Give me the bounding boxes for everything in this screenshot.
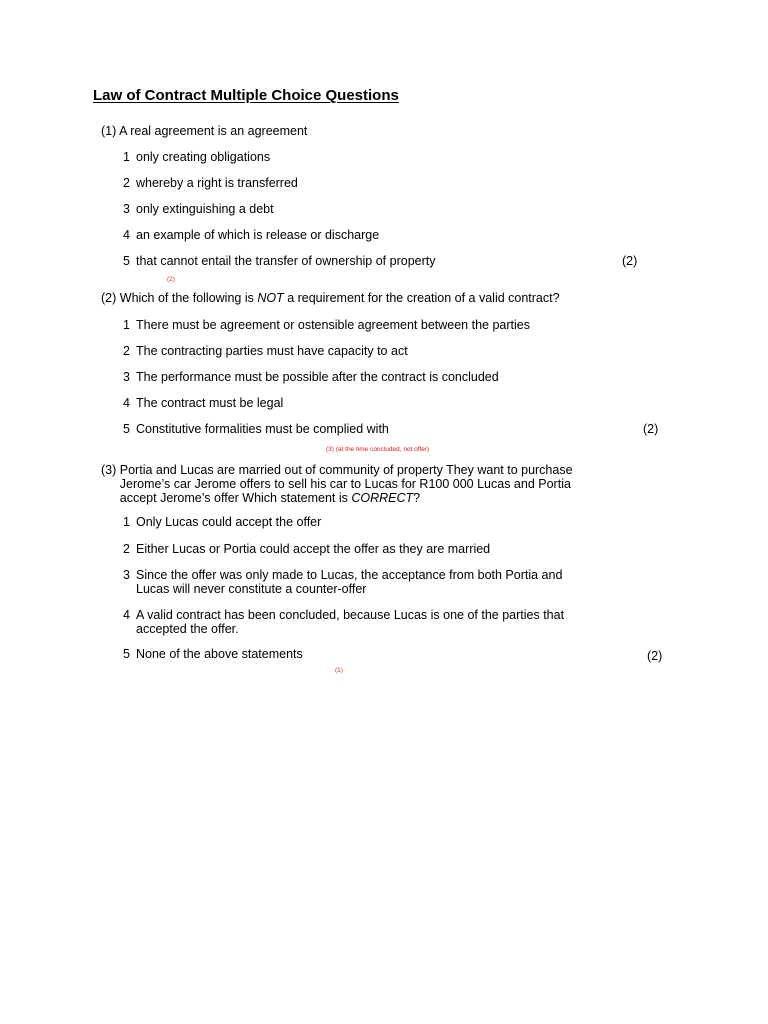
option-number: 5 xyxy=(123,422,130,436)
option-text: only creating obligations xyxy=(136,150,271,164)
question-number: (3) xyxy=(101,463,117,477)
question-1 xyxy=(101,124,307,138)
option-number: 1 xyxy=(123,318,130,332)
question-text: Portia and Lucas are married out of community of property They want to purchase Jerome’s car Jerome offers to sell his car to Lucas for R100 000 Lucas and Portia accept Jerome’s offer Which statement is CORRECT? xyxy=(119,463,573,505)
option-number: 4 xyxy=(123,608,130,622)
option-number: 2 xyxy=(123,542,130,556)
option-text: The contract must be legal xyxy=(136,396,284,410)
option-number: 1 xyxy=(123,150,130,164)
option-1-3 xyxy=(123,202,274,216)
document-title: Law of Contract Multiple Choice Questions xyxy=(93,87,399,104)
option-number: 3 xyxy=(123,568,130,582)
option-number: 2 xyxy=(123,176,130,190)
option-text: The contracting parties must have capacity to act xyxy=(136,344,408,358)
option-3-5 xyxy=(123,647,303,661)
option-3-3 xyxy=(123,568,562,596)
handwritten-note-1: (2) xyxy=(167,276,175,283)
question-text: A real agreement is an agreement xyxy=(119,124,308,138)
option-text: an example of which is release or discharge xyxy=(136,228,380,242)
option-2-3 xyxy=(123,370,499,384)
question-number: (2) xyxy=(101,291,117,305)
option-text: Either Lucas or Portia could accept the offer as they are married xyxy=(136,542,491,556)
option-number: 3 xyxy=(123,202,130,216)
option-number: 5 xyxy=(123,647,130,661)
option-1-1 xyxy=(123,150,270,164)
marks-1: (2) xyxy=(622,254,638,268)
option-number: 2 xyxy=(123,344,130,358)
option-text: There must be agreement or ostensible agreement between the parties xyxy=(136,318,530,332)
option-number: 3 xyxy=(123,370,130,384)
option-text: Constitutive formalities must be complied with xyxy=(136,422,389,436)
option-1-2 xyxy=(123,176,298,190)
option-text: that cannot entail the transfer of ownership of property xyxy=(136,254,436,268)
option-2-5 xyxy=(123,422,389,436)
option-text: None of the above statements xyxy=(136,647,303,661)
question-2 xyxy=(101,291,560,305)
option-text: A valid contract has been concluded, because Lucas is one of the parties that accepted the offer. xyxy=(136,608,565,636)
option-text: only extinguishing a debt xyxy=(136,202,274,216)
option-text: The performance must be possible after the contract is concluded xyxy=(136,370,499,384)
option-3-4 xyxy=(123,608,564,636)
question-number: (1) xyxy=(101,124,117,138)
question-3 xyxy=(101,463,573,505)
option-2-4 xyxy=(123,396,283,410)
option-text: Only Lucas could accept the offer xyxy=(136,515,322,529)
option-1-4 xyxy=(123,228,379,242)
option-number: 5 xyxy=(123,254,130,268)
option-number: 1 xyxy=(123,515,130,529)
option-text: whereby a right is transferred xyxy=(136,176,298,190)
option-number: 4 xyxy=(123,396,130,410)
option-2-1 xyxy=(123,318,530,332)
option-1-5 xyxy=(123,254,435,268)
marks-3: (2) xyxy=(647,649,663,663)
option-2-2 xyxy=(123,344,408,358)
handwritten-note-2: (3) (at the time concluded, not offer) xyxy=(326,446,430,453)
question-text: Which of the following is NOT a requirement for the creation of a valid contract? xyxy=(119,291,560,305)
option-text: Since the offer was only made to Lucas, the acceptance from both Portia and Lucas will never constitute a counter-offer xyxy=(136,568,563,596)
marks-2: (2) xyxy=(643,422,659,436)
option-number: 4 xyxy=(123,228,130,242)
option-3-2 xyxy=(123,542,490,556)
handwritten-note-3: (1) xyxy=(335,667,343,674)
option-3-1 xyxy=(123,515,321,529)
